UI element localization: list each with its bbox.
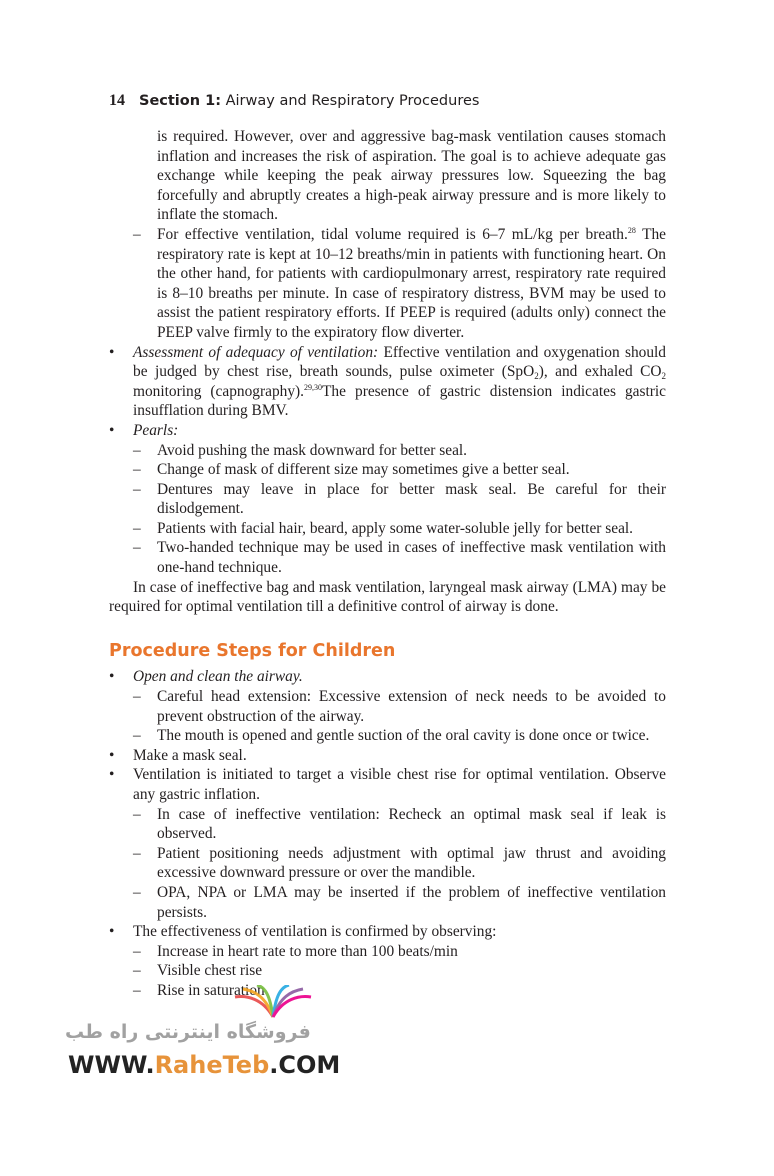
pearl-item: – Patients with facial hair, beard, apply some water-soluble jelly for better seal. — [109, 519, 666, 539]
section-heading: Procedure Steps for Children — [109, 640, 396, 661]
children-substep: – Careful head extension: Excessive extension of neck needs to be avoided to prevent obstruction of the airway. — [109, 687, 666, 726]
children-step: • Make a mask seal. — [109, 746, 666, 766]
pearl-item: – Change of mask of different size may sometimes give a better seal. — [109, 460, 666, 480]
pearls-item — [109, 421, 666, 441]
open-airway-label: Open and clean the airway. — [133, 668, 303, 686]
continued-paragraph: is required. However, over and aggressive bag-mask ventilation causes stomach inflation and increases the risk of aspiration. The goal is to achieve adequate gas exchange while keeping the peak airway pressures low. Squeezing the bag forcefully and abruptly creates a high-peak airway pressure and is more likely to inflate the stomach. — [157, 128, 666, 224]
children-substep: – OPA, NPA or LMA may be inserted if the problem of ineffective ventilation persists. — [109, 883, 666, 922]
assessment-item — [109, 343, 666, 421]
closing-paragraph: In case of ineffective bag and mask ventilation, laryngeal mask airway (LMA) may be required for optimal ventilation till a definitive control of airway is done. — [109, 578, 666, 616]
assessment-text-a: Effective ventilation and oxygenation should be judged by chest rise, breath sounds, pulse oximeter (SpO — [133, 343, 666, 381]
children-step — [109, 667, 666, 687]
page-body — [109, 127, 666, 1001]
assessment-text-d: The presence of gastric distension indicates gastric insufflation during BMV. — [133, 382, 666, 420]
running-header — [109, 92, 479, 110]
tidal-text-b: The respiratory rate is kept at 10–12 breaths/min in patients with functioning heart. On the other hand, for patients with cardiopulmonary arrest, respiratory rate required is 8–10 breaths per minute. In case of respiratory distress, BVM may be used to assist the patient respiratory efforts. If PEEP is required (adults only) connect the PEEP valve firmly to the expiratory flow diverter. — [157, 225, 666, 341]
pearl-item: – Dentures may leave in place for better mask seal. Be careful for their dislodgement. — [109, 480, 666, 519]
watermark-url — [68, 1051, 340, 1079]
tidal-citation: 28 — [627, 225, 636, 235]
watermark-url-suffix: .COM — [269, 1051, 341, 1079]
assessment-citation: 29,30 — [304, 382, 323, 392]
assessment-label: Assessment of adequacy of ventilation: — [133, 343, 379, 361]
children-substep: – The mouth is opened and gentle suction of the oral cavity is done once or twice. — [109, 726, 666, 746]
pearl-item: – Two-handed technique may be used in cases of ineffective mask ventilation with one-hand technique. — [109, 538, 666, 577]
assessment-text-c: monitoring (capnography). — [133, 382, 305, 400]
watermark-url-prefix: WWW. — [68, 1051, 155, 1079]
pearl-item: – Avoid pushing the mask downward for better seal. — [109, 441, 666, 461]
children-step: • Ventilation is initiated to target a visible chest rise for optimal ventilation. Observe any gastric inflation. — [109, 765, 666, 804]
children-substep: – Visible chest rise — [109, 961, 666, 981]
assessment-text-b: ), and exhaled CO — [538, 363, 662, 381]
children-substep: – Rise in saturation — [109, 981, 666, 1001]
tidal-text-a: For effective ventilation, tidal volume required is 6–7 mL/kg per breath. — [157, 225, 628, 243]
children-step: • The effectiveness of ventilation is confirmed by observing: — [109, 922, 666, 942]
children-substep: – Increase in heart rate to more than 100 beats/min — [109, 942, 666, 962]
co2-subscript: 2 — [661, 371, 666, 382]
children-substep: – In case of ineffective ventilation: Recheck an optimal mask seal if leak is observed. — [109, 805, 666, 844]
spo2-subscript: 2 — [534, 371, 539, 382]
watermark-persian-text: فروشگاه اینترنتی راه طب — [65, 1021, 311, 1043]
section-title: Airway and Respiratory Procedures — [225, 93, 480, 109]
children-substep: – Patient positioning needs adjustment with optimal jaw thrust and avoiding excessive downward pressure or over the mandible. — [109, 844, 666, 883]
pearls-label: Pearls: — [133, 421, 179, 439]
watermark — [65, 985, 341, 1085]
page-number: 14 — [109, 92, 125, 109]
section-label: Section 1: — [139, 93, 221, 109]
tidal-volume-item — [109, 225, 666, 343]
watermark-brand: RaheTeb — [154, 1051, 270, 1079]
book-logo-icon — [233, 985, 313, 1021]
